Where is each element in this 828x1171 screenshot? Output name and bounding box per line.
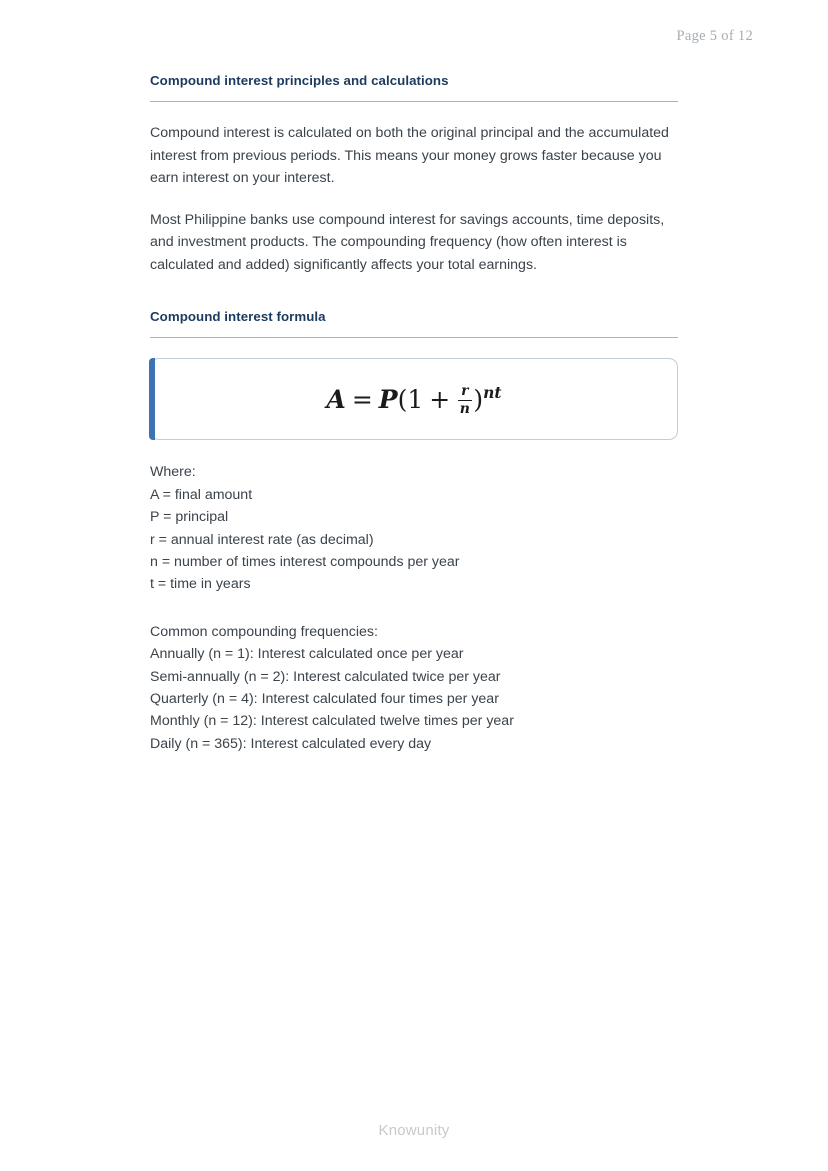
frequency-item: Quarterly (n = 4): Interest calculated four times per year xyxy=(150,691,499,707)
paragraph-philippine-banks: Most Philippine banks use compound interest for savings accounts, time deposits, and investment products. The compounding frequency (how often interest is calculated and added) significantly affects your total earnings. xyxy=(150,212,665,273)
formula-callout-box xyxy=(150,358,678,440)
frequency-item: Monthly (n = 12): Interest calculated twelve times per year xyxy=(150,713,514,730)
page-number-indicator: Page 5 of 12 xyxy=(676,28,753,44)
section-heading-principles-block xyxy=(150,72,678,102)
formula-fraction-numerator: r xyxy=(461,382,469,399)
definition-item: A = final amount xyxy=(150,486,253,503)
formula-fraction-denominator: n xyxy=(459,401,470,418)
formula-one: 1 xyxy=(407,384,424,414)
definition-item: P = principal xyxy=(150,509,229,526)
document-content xyxy=(150,72,678,755)
frequencies-label: Common compounding frequencies: xyxy=(150,623,378,640)
definition-item: t = time in years xyxy=(150,576,251,593)
formula-close-paren: ) xyxy=(473,384,484,414)
formula-equals-sign: = xyxy=(351,384,373,414)
formula-open-paren: ( xyxy=(397,384,408,414)
section-heading-formula: Compound interest formula xyxy=(150,308,678,338)
definition-item: n = number of times interest compounds per year xyxy=(150,553,460,570)
compounding-frequencies-block xyxy=(150,621,678,755)
frequency-item: Daily (n = 365): Interest calculated every day xyxy=(150,735,432,752)
formula-term-A: A xyxy=(326,384,346,414)
formula-plus-sign: + xyxy=(429,384,451,414)
frequency-item: Annually (n = 1): Interest calculated once per year xyxy=(150,646,464,663)
where-definitions-block xyxy=(150,461,678,595)
formula-exponent-nt: nt xyxy=(483,382,502,402)
frequency-item: Semi-annually (n = 2): Interest calculated twice per year xyxy=(150,668,501,685)
where-label: Where: xyxy=(150,464,196,481)
formula-accent-bar xyxy=(149,358,155,440)
section-heading-principles: Compound interest principles and calculations xyxy=(150,72,678,102)
footer-watermark: Knowunity xyxy=(378,1122,450,1139)
formula-fraction-r-over-n xyxy=(458,384,472,417)
formula-term-P: P xyxy=(378,384,398,414)
definition-item: r = annual interest rate (as decimal) xyxy=(150,531,374,548)
paragraph-compound-definition: Compound interest is calculated on both the original principal and the accumulated interest from previous periods. This means your money grows faster because you earn interest on your interest. xyxy=(150,125,669,186)
compound-interest-formula xyxy=(326,383,501,416)
section-heading-formula-block xyxy=(150,308,678,338)
